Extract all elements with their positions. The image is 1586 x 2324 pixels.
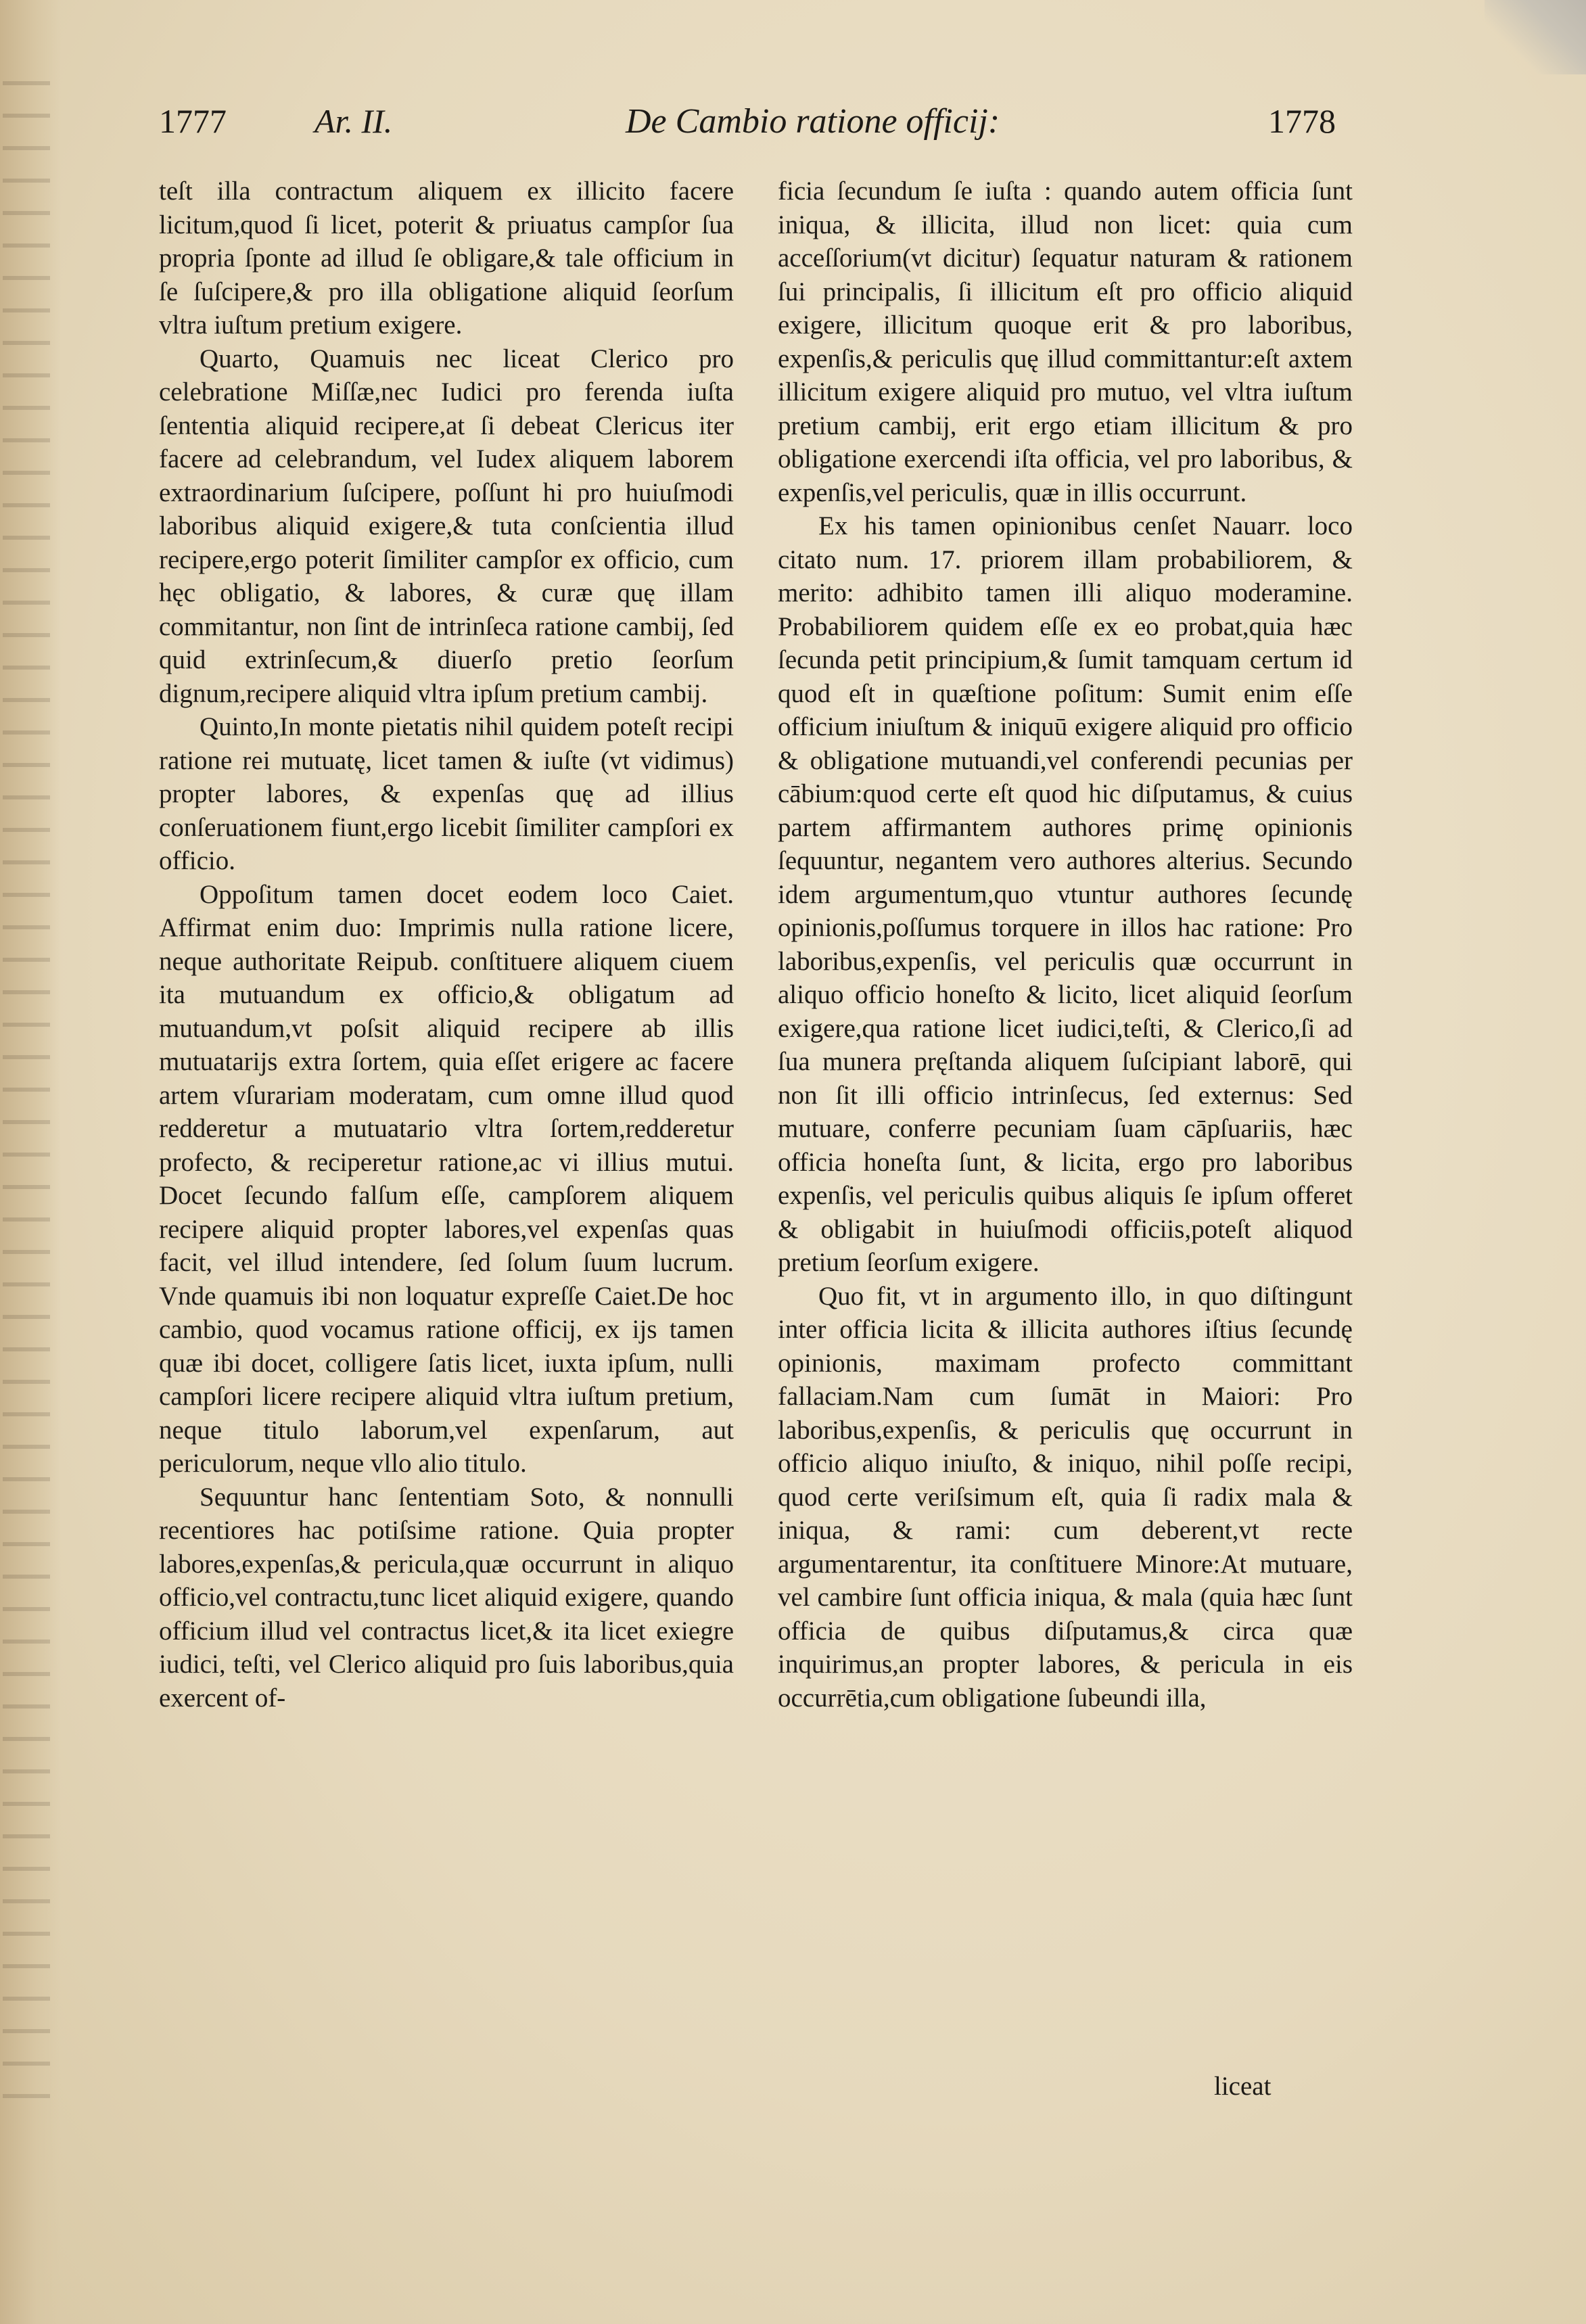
page-number-left: 1777 <box>159 102 227 140</box>
paragraph: Sequuntur hanc ſententiam Soto, & nonnulli recentiores hac potiſsime ratione. Quia propter labores,expenſas,& pericula,quæ occurrunt in aliquo officio,vel contractu,tunc licet aliquid exigere, quando officium illud vel contractus licet,& ita licet exiegre iudici, teſti, vel Clerico aliquid pro ſuis laboribus,quia exercent of- <box>159 1482 734 1713</box>
paragraph: Quarto, Quamuis nec liceat Clerico pro celebratione Miſſæ,nec Iudici pro ferenda iuſta ſententia aliquid recipere,at ſi debeat Clericus iter facere ad celebrandum, vel Iudex aliquem laborem extraordinarium ſuſcipere, poſſunt hi pro huiuſmodi laboribus aliquid exigere,& tuta conſcientia illud recipere,ergo poterit ſimiliter campſor ex officio, cum hęc obligatio, & labores, & curæ quę illam commitantur, non ſint de intrinſeca ratione cambij, ſed quid extrinſecum,& diuerſo pretio ſeorſum dignum,recipere aliquid vltra ipſum pretium cambij. <box>159 344 734 708</box>
catchword: liceat <box>1214 2072 1272 2101</box>
left-column <box>159 175 734 1715</box>
paragraph: Ex his tamen opinionibus cenſet Nauarr. loco citato num. 17. priorem illam probabiliorem, & merito: adhibito tamen illi aliquo moderamine. Probabiliorem quidem eſſe ex eo probat,quia hæc ſecunda petit principium,& ſumit tamquam certum id quod eſt in quæſtione poſitum: Sumit enim eſſe officium iniuſtum & iniquū exigere aliquid pro officio & obligatione mutuandi,vel conferendi pecunias per cābium:quod certe eſt quod hic diſputamus, & cuius partem affirmantem authores primę opinionis ſequuntur, negantem vero authores alterius. Secundo idem argumentum,quo vtuntur authores ſecundę opinionis,poſſumus torquere in illos hac ratione: Pro laboribus,expenſis, vel periculis quæ occurrunt in aliquo officio honeſto & licito, licet aliquid ſeorſum exigere,qua ratione licet iudici,teſti, & Clerico,ſi ad ſua munera pręſtanda aliquem ſuſcipiant laborē, qui non ſit illi officio intrinſecus, ſed externus: Sed mutuare, conferre pecuniam ſuam cāpſuariis, hæc officia honeſta ſunt, & licita, ergo pro laboribus expenſis, vel periculis quibus aliquis ſe ipſum offeret & obligabit in huiuſmodi officiis,poteſt aliquod pretium ſeorſum exigere. <box>778 511 1353 1277</box>
article-label: Ar. II. <box>314 102 393 140</box>
right-column <box>778 175 1353 1715</box>
running-title: De Cambio ratione officij: <box>626 102 1000 141</box>
paragraph: Quinto,In monte pietatis nihil quidem poteſt recipi ratione rei mutuatę, licet tamen & iuſte (vt vidimus) propter labores, & expenſas quę ad illius conſeruationem fiunt,ergo licebit ſimiliter campſori ex officio. <box>159 712 734 875</box>
bleed-through-margin <box>0 0 61 2324</box>
paragraph: teſt illa contractum aliquem ex illicito facere licitum,quod ſi licet, poterit & priuatus campſor ſua propria ſponte ad illud ſe obligare,& tale officium in ſe ſuſcipere,& pro illa obligatione aliquid ſeorſum vltra iuſtum pretium exigere. <box>159 177 734 340</box>
page-corner-fold <box>1485 0 1586 74</box>
paragraph: Oppoſitum tamen docet eodem loco Caiet. Affirmat enim duo: Imprimis nulla ratione licere, neque authoritate Reipub. conſtituere aliquem ciuem ita mutuandum ex officio,& obligatum ad mutuandum,vt poſsit aliquid recipere ab illis mutuatarijs extra ſortem, quia eſſet erigere ac facere artem vſurariam moderatam, cum omne illud quod redderetur a mutuatario vltra ſortem,redderetur profecto, & reciperetur ratione,ac vi illius mutui. Docet ſecundo falſum eſſe, campſorem aliquem recipere aliquid propter labores,vel expenſas quas facit, vel illud intendere, ſed ſolum ſuum lucrum. Vnde quamuis ibi non loquatur expreſſe Caiet.De hoc cambio, quod vocamus ratione officij, ex ijs tamen quæ ibi docet, colligere ſatis licet, iuxta ipſum, nulli campſori licere recipere aliquid vltra iuſtum pretium, neque titulo laborum,vel expenſarum, aut periculorum, neque vllo alio titulo. <box>159 879 734 1478</box>
page-number-right: 1778 <box>1268 102 1336 140</box>
running-header <box>159 101 1336 149</box>
paragraph: ficia ſecundum ſe iuſta : quando autem officia ſunt iniqua, & illicita, illud non licet: quia cum acceſſorium(vt dicitur) ſequatur naturam & rationem ſui principalis, ſi illicitum eſt pro officio aliquid exigere, illicitum quoque erit & pro laboribus, expenſis,& periculis quę illud committantur:eſt axtem illicitum exigere aliquid pro mutuo, vel vltra iuſtum pretium cambij, erit ergo etiam illicitum & pro obligatione exercendi iſta officia, vel pro laboribus, & expenſis,vel periculis, quæ in illis occurrunt. <box>778 177 1353 507</box>
paragraph: Quo fit, vt in argumento illo, in quo diſtingunt inter officia licita & illicita authores iſtius ſecundę opinionis, maximam profecto committant fallaciam.Nam cum ſumāt in Maiori: Pro laboribus,expenſis, & periculis quę occurrunt in officio aliquo iniuſto, & iniquo, nihil poſſe recipi, quod certe veriſsimum eſt, quia ſi radix mala & iniqua, & rami: cum deberent,vt recte argumentarentur, ita conſtituere Minore:At mutuare, vel cambire ſunt officia iniqua, & mala (quia hæc ſunt officia de quibus diſputamus,& circa quæ inquirimus,an propter labores, & pericula in eis occurrētia,cum obligatione ſubeundi illa, <box>778 1281 1353 1713</box>
